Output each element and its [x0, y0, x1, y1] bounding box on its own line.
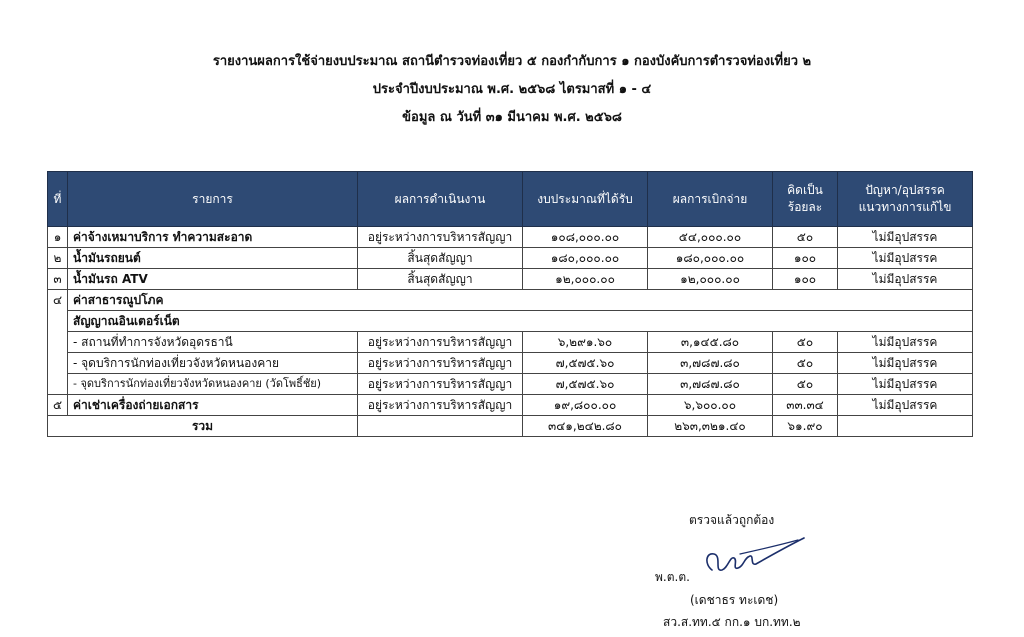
row-budget: ๑๐๘,๐๐๐.๐๐: [523, 227, 648, 248]
total-result-empty: [358, 416, 523, 437]
table-row: [48, 248, 973, 269]
signer-name: (เดชาธร ทะเดช): [690, 593, 779, 607]
row-budget: ๗,๕๗๕.๖๐: [523, 374, 648, 395]
table-row: [48, 227, 973, 248]
group-no-spacer: [48, 332, 68, 353]
header-result: ผลการดำเนินงาน: [358, 172, 523, 227]
row-issue: ไม่มีอุปสรรค: [838, 332, 973, 353]
row-percent: ๑๐๐: [773, 248, 838, 269]
row-issue: ไม่มีอุปสรรค: [838, 248, 973, 269]
table-row: [48, 353, 973, 374]
row-disbursed: ๓,๗๘๗.๘๐: [648, 374, 773, 395]
total-row: [48, 416, 973, 437]
total-percent: ๖๑.๙๐: [773, 416, 838, 437]
row-result: อยู่ระหว่างการบริหารสัญญา: [358, 374, 523, 395]
report-titles: [0, 48, 1024, 132]
row-budget: ๖,๒๙๑.๖๐: [523, 332, 648, 353]
report-data-date: ข้อมูล ณ วันที่ ๓๑ มีนาคม พ.ศ. ๒๕๖๘: [402, 110, 622, 125]
header-budget: งบประมาณที่ได้รับ: [523, 172, 648, 227]
row-budget: ๑๙,๘๐๐.๐๐: [523, 395, 648, 416]
row-percent: ๕๐: [773, 353, 838, 374]
row-issue: ไม่มีอุปสรรค: [838, 353, 973, 374]
row-disbursed: ๕๔,๐๐๐.๐๐: [648, 227, 773, 248]
table-row: [48, 374, 973, 395]
row-disbursed: ๖,๖๐๐.๐๐: [648, 395, 773, 416]
group-no: ๔: [48, 290, 68, 311]
total-budget: ๓๔๑,๒๔๒.๘๐: [523, 416, 648, 437]
row-item: ค่าเช่าเครื่องถ่ายเอกสาร: [68, 395, 358, 416]
row-result: อยู่ระหว่างการบริหารสัญญา: [358, 332, 523, 353]
row-item: - จุดบริการนักท่องเที่ยวจังหวัดหนองคาย (วัดโพธิ์ชัย): [68, 374, 358, 395]
header-percent-line1: คิดเป็น: [787, 183, 823, 197]
header-issue-line2: แนวทางการแก้ไข: [858, 200, 952, 214]
header-issue: [838, 172, 973, 227]
header-percent-line2: ร้อยละ: [787, 200, 823, 214]
total-disbursed: ๒๖๓,๓๒๑.๔๐: [648, 416, 773, 437]
row-budget: ๗,๕๗๕.๖๐: [523, 353, 648, 374]
row-item: - จุดบริการนักท่องเที่ยวจังหวัดหนองคาย: [68, 353, 358, 374]
row-no: ๒: [48, 248, 68, 269]
row-result: อยู่ระหว่างการบริหารสัญญา: [358, 395, 523, 416]
group-subheader-row: [48, 311, 973, 332]
table-row: [48, 269, 973, 290]
table-header-row: [48, 172, 973, 227]
row-budget: ๑๒,๐๐๐.๐๐: [523, 269, 648, 290]
group-no-spacer: [48, 353, 68, 374]
group-title: ค่าสาธารณูปโภค: [68, 290, 973, 311]
signer-rank: พ.ต.ต.: [655, 570, 690, 584]
row-result: อยู่ระหว่างการบริหารสัญญา: [358, 353, 523, 374]
header-issue-line1: ปัญหา/อุปสรรค: [865, 183, 945, 197]
row-item: น้ำมันรถยนต์: [68, 248, 358, 269]
row-percent: ๕๐: [773, 374, 838, 395]
row-no: ๑: [48, 227, 68, 248]
row-budget: ๑๘๐,๐๐๐.๐๐: [523, 248, 648, 269]
row-issue: ไม่มีอุปสรรค: [838, 395, 973, 416]
handwritten-signature: [700, 530, 810, 580]
total-issue-empty: [838, 416, 973, 437]
total-label: รวม: [48, 416, 358, 437]
certified-text: ตรวจแล้วถูกต้อง: [689, 513, 775, 527]
budget-table: [47, 171, 973, 437]
group-header-row: [48, 290, 973, 311]
row-result: สิ้นสุดสัญญา: [358, 269, 523, 290]
row-disbursed: ๓,๗๘๗.๘๐: [648, 353, 773, 374]
row-item: - สถานที่ทำการจังหวัดอุดรธานี: [68, 332, 358, 353]
header-percent: [773, 172, 838, 227]
group-no-spacer: [48, 311, 68, 332]
row-no: ๓: [48, 269, 68, 290]
header-item: รายการ: [68, 172, 358, 227]
report-title: รายงานผลการใช้จ่ายงบประมาณ สถานีตำรวจท่องเที่ยว ๕ กองกำกับการ ๑ กองบังคับการตำรวจท่องเที่ยว ๒: [212, 54, 812, 69]
row-issue: ไม่มีอุปสรรค: [838, 227, 973, 248]
signer-position: สว.ส.ทท.๕ กก.๑ บก.ทท.๒: [663, 615, 801, 629]
row-result: สิ้นสุดสัญญา: [358, 248, 523, 269]
row-issue: ไม่มีอุปสรรค: [838, 269, 973, 290]
row-item: น้ำมันรถ ATV: [68, 269, 358, 290]
group-subtitle: สัญญาณอินเตอร์เน็ต: [68, 311, 973, 332]
header-disbursed: ผลการเบิกจ่าย: [648, 172, 773, 227]
row-disbursed: ๑๒,๐๐๐.๐๐: [648, 269, 773, 290]
row-disbursed: ๓,๑๔๕.๘๐: [648, 332, 773, 353]
row-percent: ๕๐: [773, 332, 838, 353]
table-row: [48, 332, 973, 353]
table-row: [48, 395, 973, 416]
row-disbursed: ๑๘๐,๐๐๐.๐๐: [648, 248, 773, 269]
row-result: อยู่ระหว่างการบริหารสัญญา: [358, 227, 523, 248]
row-percent: ๑๐๐: [773, 269, 838, 290]
group-no-spacer: [48, 374, 68, 395]
row-issue: ไม่มีอุปสรรค: [838, 374, 973, 395]
header-no: ที่: [48, 172, 68, 227]
row-percent: ๓๓.๓๔: [773, 395, 838, 416]
row-item: ค่าจ้างเหมาบริการ ทำความสะอาด: [68, 227, 358, 248]
report-fiscal-year: ประจำปีงบประมาณ พ.ศ. ๒๕๖๘ ไตรมาสที่ ๑ - ๔: [372, 82, 652, 97]
row-no: ๕: [48, 395, 68, 416]
row-percent: ๕๐: [773, 227, 838, 248]
